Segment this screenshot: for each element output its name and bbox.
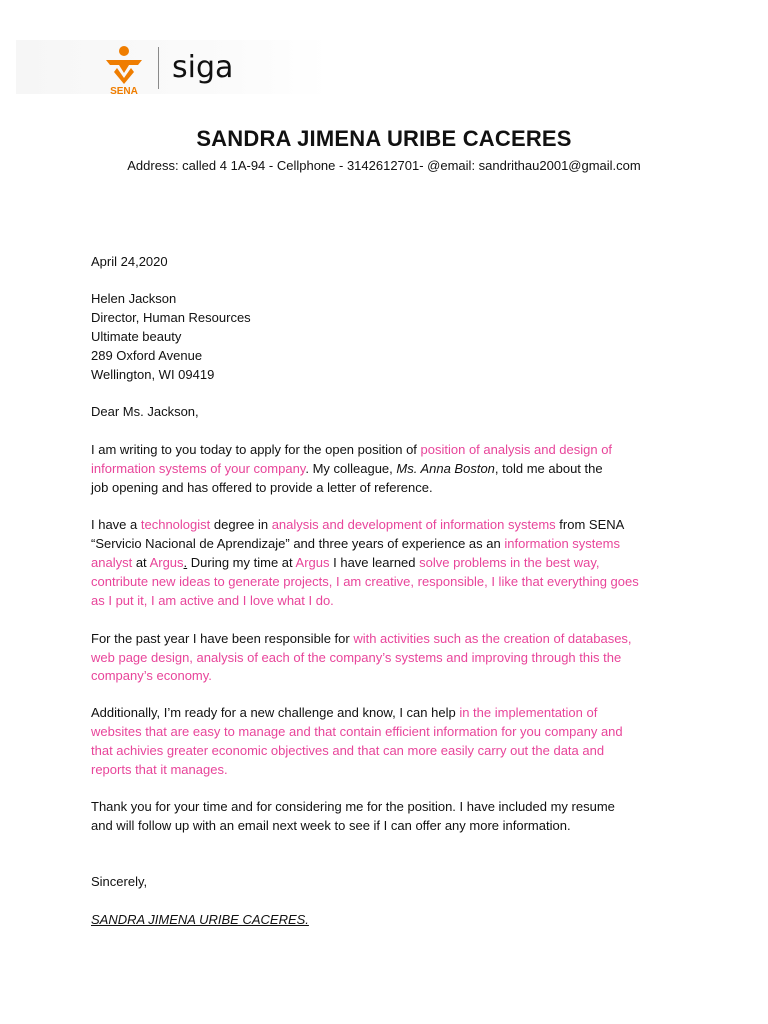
text-run: degree in [210, 517, 272, 532]
paragraph-3-line-3: company’s economy. [91, 668, 212, 683]
text-run: at [132, 555, 150, 570]
closing: Sincerely, [91, 874, 148, 889]
paragraph-1-line-3: job opening and has offered to provide a letter of reference. [91, 480, 433, 495]
paragraph-2-line-3 [91, 554, 600, 572]
paragraph-1-line-2 [91, 460, 603, 478]
text-run: I have learned [329, 555, 420, 570]
highlighted-text: Argus [149, 555, 184, 570]
paragraph-4-line-3: that achivies greater economic objectives and that can more easily carry out the data and [91, 743, 605, 758]
text-run: I am writing to you today to apply for the open position of [91, 442, 421, 457]
colleague-name: Ms. Anna Boston [396, 461, 495, 476]
recipient-title: Director, Human Resources [91, 310, 251, 325]
highlighted-text: position of analysis and design of [420, 442, 613, 457]
recipient-city: Wellington, WI 09419 [91, 367, 215, 382]
recipient-name: Helen Jackson [91, 291, 177, 306]
paragraph-2-line-4: contribute new ideas to generate projects, I am creative, responsible, I like that everything goes [91, 574, 639, 589]
paragraph-2-line-2 [91, 535, 620, 553]
text-run: During my time at [187, 555, 296, 570]
recipient-street: 289 Oxford Avenue [91, 348, 203, 363]
highlighted-text: solve problems in the best way, [419, 555, 600, 570]
text-run: I have a [91, 517, 141, 532]
paragraph-2-line-1 [91, 516, 624, 534]
highlighted-text: Argus [295, 555, 330, 570]
sena-logo-text: SENA [110, 86, 138, 96]
text-run: , told me about the [494, 461, 603, 476]
logo-divider [158, 47, 159, 89]
salutation: Dear Ms. Jackson, [91, 404, 199, 419]
text-run: . My colleague, [305, 461, 397, 476]
highlighted-text: analyst [91, 555, 133, 570]
paragraph-3-line-2: web page design, analysis of each of the company’s systems and improving through this the [91, 650, 622, 665]
highlighted-text: with activities such as the creation of databases, [353, 631, 632, 646]
paragraph-4-line-1 [91, 704, 597, 722]
text-run: from SENA [555, 517, 625, 532]
sena-logo-icon [100, 44, 148, 96]
paragraph-2-line-5: as I put it, I am active and I love what I do. [91, 593, 334, 608]
paragraph-5-line-2: and will follow up with an email next week to see if I can offer any more information. [91, 818, 571, 833]
paragraph-4-line-2: websites that are easy to manage and that contain efficient information for you company and [91, 724, 623, 739]
recipient-company: Ultimate beauty [91, 329, 182, 344]
paragraph-1-line-1 [91, 441, 612, 459]
text-run: Additionally, I’m ready for a new challenge and know, I can help [91, 705, 460, 720]
highlighted-text: in the implementation of [459, 705, 598, 720]
highlighted-text: information systems [504, 536, 620, 551]
signature-name: SANDRA JIMENA URIBE CACERES. [91, 912, 309, 927]
siga-logo-text: siga [172, 50, 234, 85]
highlighted-text: information systems of your company [91, 461, 306, 476]
paragraph-3-line-1 [91, 630, 632, 648]
highlighted-text: analysis and development of information systems [271, 517, 556, 532]
paragraph-4-line-4: reports that it manages. [91, 762, 228, 777]
text-run: “Servicio Nacional de Aprendizaje” and three years of experience as an [91, 536, 505, 551]
paragraph-5-line-1: Thank you for your time and for considering me for the position. I have included my resume [91, 799, 615, 814]
text-run: . [183, 555, 188, 570]
letter-date: April 24,2020 [91, 254, 168, 269]
text-run: For the past year I have been responsible for [91, 631, 354, 646]
sender-name-title: SANDRA JIMENA URIBE CACERES [196, 126, 572, 151]
siga-logo-icon [170, 49, 244, 87]
sender-contact-line: Address: called 4 1A-94 - Cellphone - 3142612701- @email: sandrithau2001@gmail.com [127, 158, 641, 173]
highlighted-text: technologist [140, 517, 211, 532]
